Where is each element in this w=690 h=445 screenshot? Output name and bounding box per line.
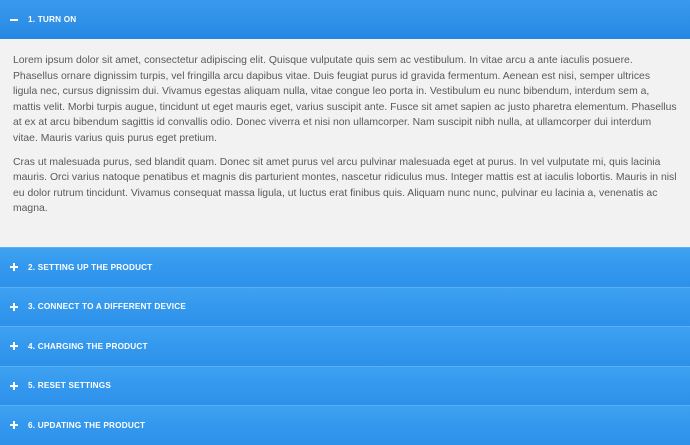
accordion-header-setting-up[interactable] (0, 247, 690, 287)
accordion-header-connect-device[interactable] (0, 287, 690, 327)
plus-icon (9, 302, 19, 312)
accordion-header-updating[interactable] (0, 405, 690, 445)
panel-paragraph: Lorem ipsum dolor sit amet, consectetur adipiscing elit. Quisque vulputate quis sem ac vestibulum. In vitae arcu a ante iaculis posuere. Phasellus ornare dignissim turpis, vel fringilla arcu dapibus vitae. Duis feugiat purus id gravida fermentum. Aenean est nisi, semper ultrices ligula nec, cursus dignissim dui. Vivamus egestas aliquam nulla, vitae congue leo porta in. Vestibulum eu nunc bibendum, interdum sem a, mattis velit. Morbi turpis augue, tincidunt ut eget mauris eget, varius suscipit ante. Fusce sit amet sapien ac justo pharetra elementum. Phasellus at ex at arcu bibendum sagittis id convallis odio. Donec viverra et nisi non ullamcorper. Nam suscipit nibh nulla, at ullamcorper dui interdum vitae. Mauris varius quis purus eget pretium. (13, 55, 677, 144)
panel-paragraph: Cras ut malesuada purus, sed blandit quam. Donec sit amet purus vel arcu pulvinar malesuada eget at purus. In vel vulputate mi, quis lacinia mauris. Orci varius natoque penatibus et magnis dis parturient montes, nascetur ridiculus mus. Integer mattis est at iaculis lobortis. Mauris in nisl eu dolor rutrum tincidunt. Vivamus consequat massa ligula, ut luctus erat finibus quis. Aliquam nunc nunc, pulvinar eu lacinia a, venenatis ac magna. (13, 156, 677, 215)
accordion-header-reset-settings[interactable] (0, 366, 690, 406)
accordion-panel-turn-on (0, 39, 690, 247)
plus-icon (9, 341, 19, 351)
accordion-title: 3. CONNECT TO A DIFFERENT DEVICE (28, 302, 187, 312)
accordion-header-turn-on[interactable] (0, 0, 690, 39)
accordion-title: 5. RESET SETTINGS (28, 381, 112, 391)
accordion-title: 1. TURN ON (28, 15, 77, 24)
plus-icon (9, 381, 19, 391)
accordion-header-charging[interactable] (0, 326, 690, 366)
plus-icon (9, 262, 19, 272)
accordion-title: 2. SETTING UP THE PRODUCT (28, 262, 153, 272)
accordion-title: 6. UPDATING THE PRODUCT (28, 420, 146, 430)
plus-icon (9, 420, 19, 430)
minus-icon (9, 15, 19, 25)
accordion-title: 4. CHARGING THE PRODUCT (28, 341, 148, 351)
